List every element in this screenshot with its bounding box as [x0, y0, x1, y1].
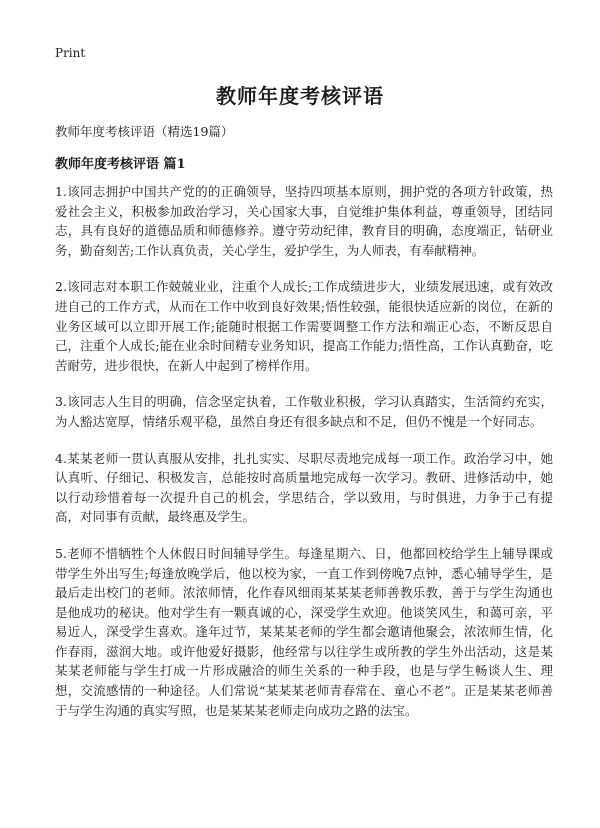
document-subtitle: 教师年度考核评语（精选19篇） [55, 124, 234, 139]
print-link[interactable]: Print [55, 46, 86, 60]
section-heading: 教师年度考核评语 篇1 [55, 157, 186, 172]
paragraph-5: 5.老师不惜牺牲个人休假日时间辅导学生。每逢星期六、日，他都回校给学生上辅导课或带学生外出写生;每逢放晚学后，他以校为家，一直工作到傍晚7点钟，悉心辅导学生，是最后走出校门的老师。浓浓师情，化作春风细雨某某某老师善教乐教，善于与学生沟通也是他成功的秘诀。他对学生有一颗真诚的心，深受学生欢迎。他谈笑风生，和蔼可亲，平易近人，深受学生喜欢。逢年过节，某某某老师的学生都会邀请他聚会，浓浓师生情，化作春雨，滋润大地。或许他爱好摄影，他经常与以往学生或所教的学生外出活动，这是某某某老师能与学生打成一片形成融洽的师生关系的一种手段，也是与学生畅谈人生、理想，交流感情的一种途径。人们常说“某某某老师青春常在、童心不老”。正是某某老师善于与学生沟通的真实写照，也是某某某老师走向成功之路的法宝。 [55, 545, 553, 718]
paragraph-1: 1.该同志拥护中国共产党的的正确领导，坚持四项基本原则，拥护党的各项方针政策，热爱社会主义，积极参加政治学习，关心国家大事，自觉维护集体利益，尊重领导，团结同志，具有良好的道德品质和师德修养。遵守劳动纪律，教育目的明确，态度端正，钻研业务，勤奋刻苦;工作认真负责，关心学生，爱护学生，为人师表，有奉献精神。 [55, 184, 553, 258]
page-title: 教师年度考核评语 [216, 84, 384, 108]
document-body [55, 182, 553, 737]
paragraph-4: 4.某某老师一贯认真服从安排，扎扎实实、尽职尽责地完成每一项工作。政治学习中，她认真听、仔细记、积极发言，总能按时高质量地完成每一次学习。教研、进修活动中，她以行动珍惜着每一次提升自己的机会，学思结合，学以致用，与时俱进，力争于己有提高，对同事有贡献，最终惠及学生。 [55, 450, 553, 525]
paragraph-2: 2.该同志对本职工作兢兢业业，注重个人成长;工作成绩进步大，业绩发展迅速，或有效改进自己的工作方式，从而在工作中收到良好效果;悟性较强，能很快适应新的岗位，在新的业务区域可以立即开展工作;能随时根据工作需要调整工作方法和端正心态，不断反思自己，注重个人成长;能在业余时间精专业务知识，提高工作能力;悟性高，工作认真勤奋，吃苦耐劳，进步很快，在新人中起到了榜样作用。 [55, 279, 553, 373]
paragraph-3: 3.该同志人生目的明确，信念坚定执着，工作敬业积极，学习认真踏实，生活简约充实，为人豁达宽厚，情绪乐观平稳，虽然自身还有很多缺点和不足，但仍不愧是一个好同志。 [55, 394, 553, 429]
